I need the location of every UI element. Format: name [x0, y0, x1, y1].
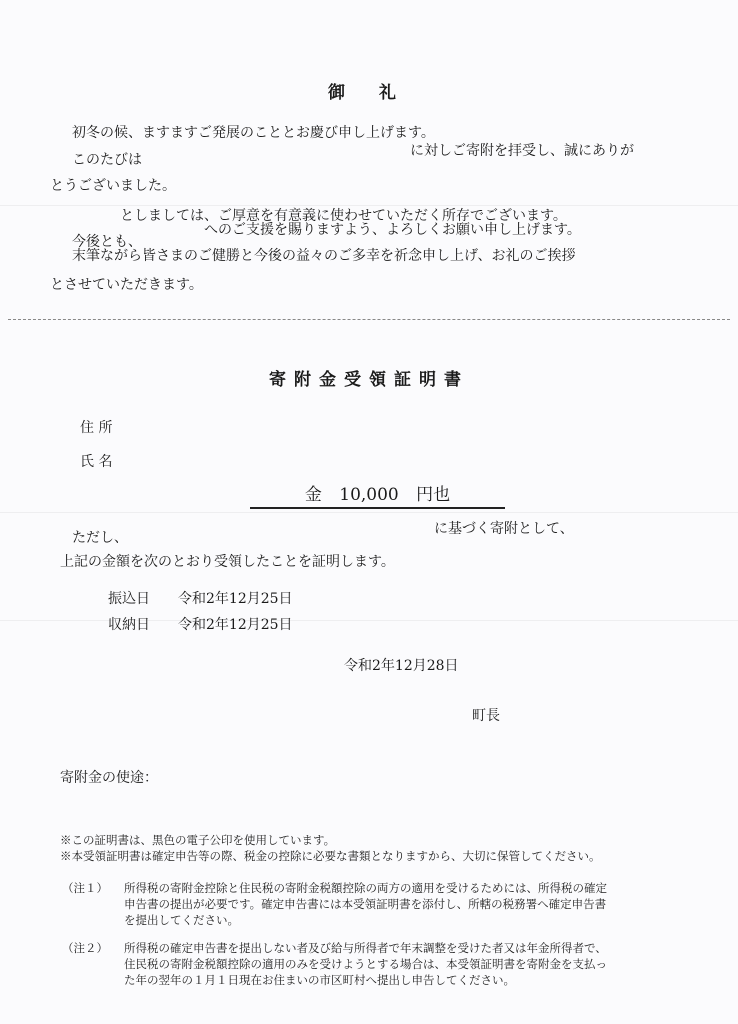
letter-line: とうございました。: [50, 178, 176, 194]
note-1-line: 所得税の寄附金控除と住民税の寄附金税額控除の両方の適用を受けるためには、所得税の確定: [124, 881, 607, 895]
paper-fold: [0, 512, 738, 513]
thanks-title: 御 礼: [328, 83, 410, 103]
letter-line: に対しご寄附を拝受し、誠にありが: [410, 143, 634, 159]
letter-line: としましては、ご厚意を有意義に使わせていただく所存でございます。: [120, 208, 567, 224]
note-1-line: を提出してください。: [124, 913, 239, 927]
note-1-line: 申告書の提出が必要です。確定申告書には本受領証明書を添付し、所轄の税務署へ確定申告書: [124, 897, 607, 911]
letter-line: とさせていただきます。: [50, 277, 203, 293]
letter-line: このたびは: [72, 152, 142, 168]
note-1-marker: （注１）: [62, 881, 108, 895]
letter-line: 今後とも、: [72, 234, 142, 250]
star-note: ※この証明書は、黒色の電子公印を使用しています。: [60, 833, 336, 847]
amount-suffix: 円也: [416, 485, 451, 505]
issuer: 町長: [472, 708, 500, 724]
transfer-date: 令和2年12月25日: [178, 591, 293, 607]
receipt-label: 収納日: [108, 617, 150, 633]
amount-value: 10,000: [339, 485, 399, 505]
note-2-line: 住民税の寄附金税額控除の適用のみを受けようとする場合は、本受領証明書を寄附金を支払っ: [124, 957, 607, 971]
amount-line: [250, 480, 505, 509]
note-2-marker: （注２）: [62, 941, 108, 955]
address-label: 住 所: [80, 420, 113, 436]
body-line: に基づく寄附として、: [434, 521, 574, 537]
letter-line: 末筆ながら皆さまのご健勝と今後の益々のご多幸を祈念申し上げ、お礼のご挨拶: [72, 248, 576, 264]
body-line: 上記の金額を次のとおり受領したことを証明します。: [60, 554, 395, 570]
star-note: ※本受領証明書は確定申告等の際、税金の控除に必要な書類となりますから、大切に保管してください。: [60, 849, 601, 863]
note-2-line: 所得税の確定申告書を提出しない者及び給与所得者で年末調整を受けた者又は年金所得者で、: [124, 941, 607, 955]
note-2-line: た年の翌年の１月１日現在お住まいの市区町村へ提出し申告してください。: [124, 973, 515, 987]
cut-line: [8, 319, 730, 320]
usage-label: 寄附金の使途：: [60, 770, 158, 786]
transfer-label: 振込日: [108, 591, 150, 607]
amount-prefix: 金: [304, 485, 322, 505]
certificate-title: 寄附金受領証明書: [269, 370, 469, 390]
letter-line: へのご支援を賜りますよう、よろしくお願い申し上げます。: [204, 222, 581, 238]
receipt-date: 令和2年12月25日: [178, 617, 293, 633]
body-line: ただし、: [72, 530, 128, 546]
letter-line: 初冬の候、ますますご発展のこととお慶び申し上げます。: [72, 125, 435, 141]
issue-date: 令和2年12月28日: [344, 658, 459, 674]
name-label: 氏 名: [80, 454, 113, 470]
